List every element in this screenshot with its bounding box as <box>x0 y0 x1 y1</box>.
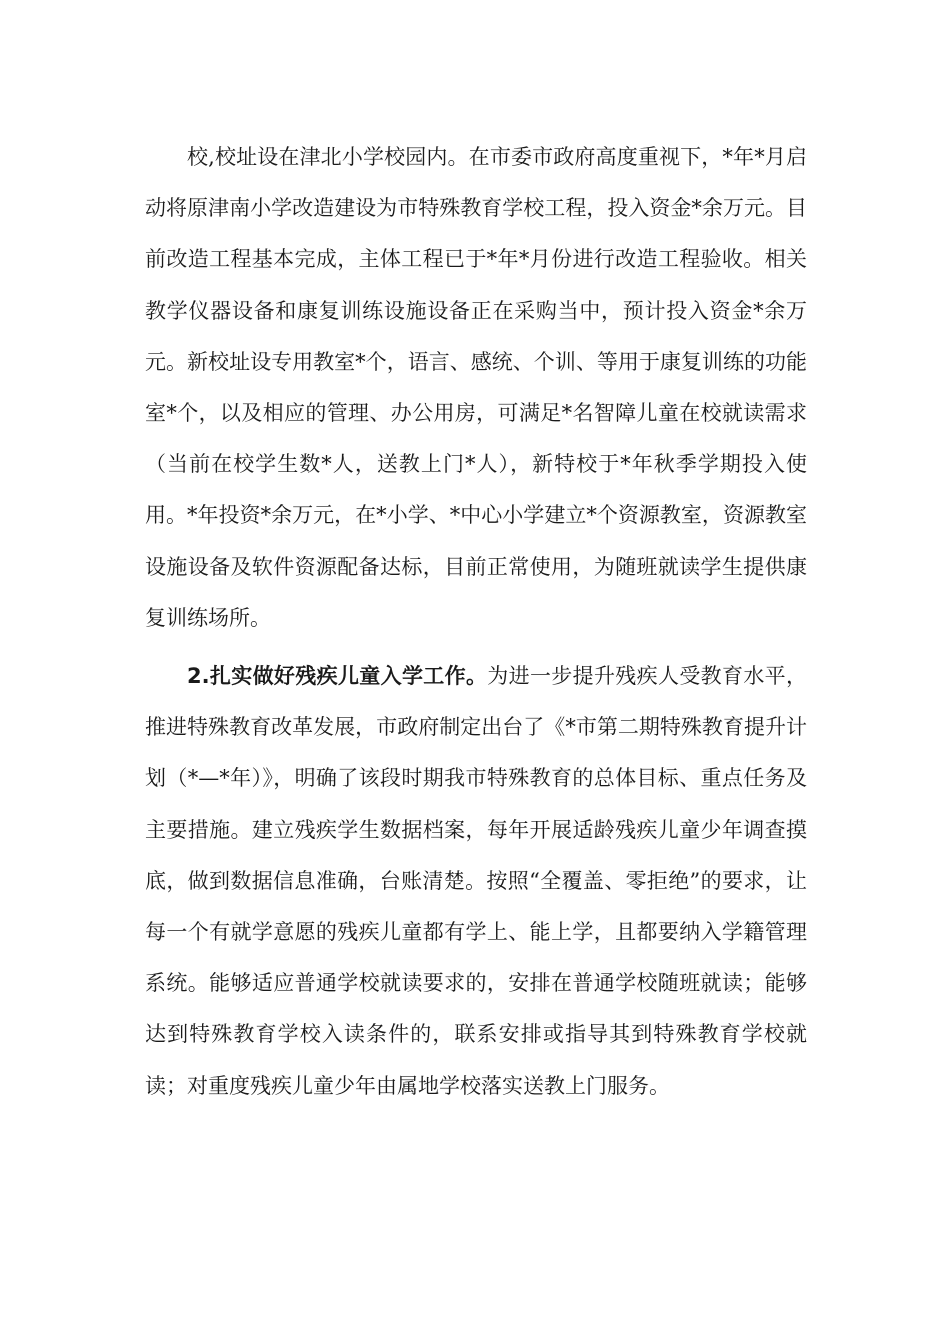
paragraph-school-construction: 校,校址设在津北小学校园内。在市委市政府高度重视下，*年*月启动将原津南小学改造建设为市特殊教育学校工程，投入资金*余万元。目前改造工程基本完成，主体工程已于*年*月份进行改造工程验收。相关教学仪器设备和康复训练设施设备正在采购当中，预计投入资金*余万元。新校址设专用教室*个，语言、感统、个训、等用于康复训练的功能室*个，以及相应的管理、办公用房，可满足*名智障儿童在校就读需求（当前在校学生数*人，送教上门*人），新特校于*年秋季学期投入使用。*年投资*余万元，在*小学、*中心小学建立*个资源教室，资源教室设施设备及软件资源配备达标，目前正常使用，为随班就读学生提供康复训练场所。 <box>145 145 807 630</box>
paragraph-enrollment-body: 为进一步提升残疾人受教育水平，推进特殊教育改革发展，市政府制定出台了《*市第二期特殊教育提升计划（*—*年）》，明确了该段时期我市特殊教育的总体目标、重点任务及主要措施。建立残疾学生数据档案，每年开展适龄残疾儿童少年调查摸底，做到数据信息准确，台账清楚。按照“全覆盖、零拒绝”的要求，让每一个有就学意愿的残疾儿童都有学上、能上学，且都要纳入学籍管理系统。能够适应普通学校就读要求的，安排在普通学校随班就读；能够达到特殊教育学校入读条件的，联系安排或指导其到特殊教育学校就读；对重度残疾儿童少年由属地学校落实送教上门服务。 <box>145 664 807 1098</box>
paragraph-enrollment <box>145 651 807 1112</box>
document-body <box>145 132 807 1112</box>
section-heading-enrollment: 2.扎实做好残疾儿童入学工作。 <box>187 664 488 689</box>
